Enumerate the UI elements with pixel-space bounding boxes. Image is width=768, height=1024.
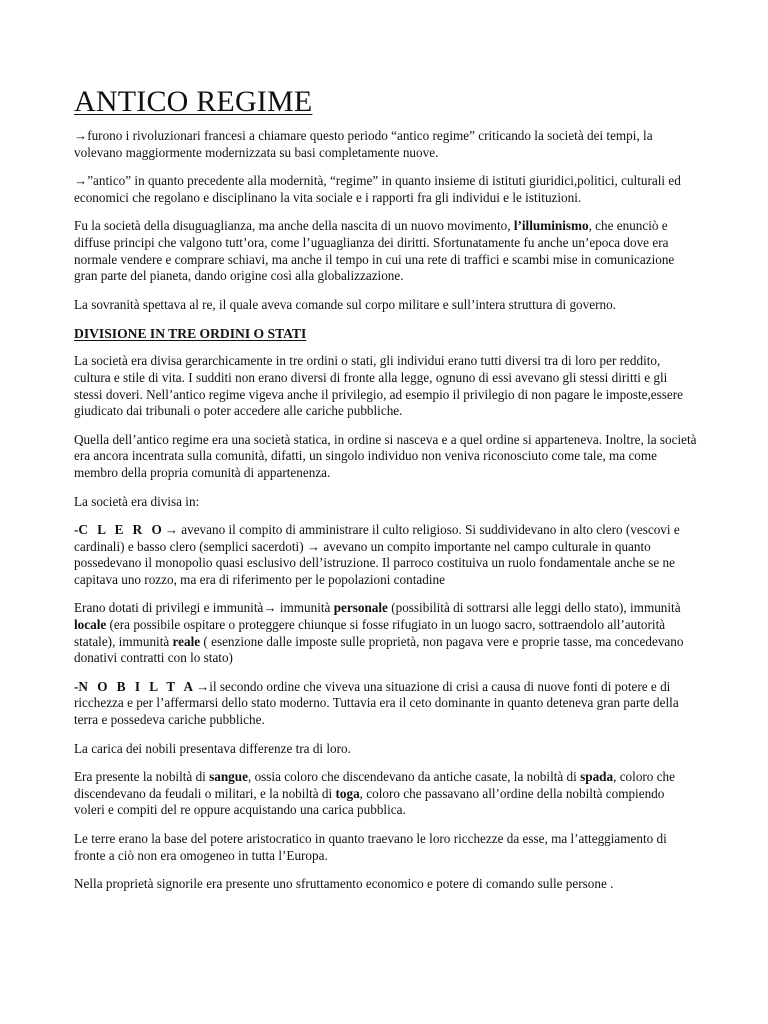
paragraph-carica-nobili: La carica dei nobili presentava differenze tra di loro. bbox=[74, 740, 351, 756]
paragraph-text: ”antico” in quanto precedente alla modernità, “regime” in quanto insieme di istituti giuridici,politici, culturali ed economici che regolano e disciplinano la vita sociale e i rapporti fra gli individui e le istituzioni. bbox=[74, 173, 681, 205]
paragraph-text: Era presente la nobiltà di bbox=[74, 769, 210, 785]
paragraph-text: furono i rivoluzionari francesi a chiamare questo periodo “antico regime” criticando la società dei tempi, la volevano maggiormente modernizzata su basi completamente nuove. bbox=[74, 128, 653, 160]
paragraph-proprieta-signorile: Nella proprietà signorile era presente uno sfruttamento economico e potere di comando sulle persone . bbox=[74, 876, 614, 892]
bold-term-reale: reale bbox=[172, 633, 201, 649]
paragraph-text: , coloro che passavano all’ordine della nobiltà compiendo voleri e compiti del re oppure acquistando una carica pubblica. bbox=[74, 785, 665, 818]
paragraph-illuminismo bbox=[74, 218, 698, 284]
paragraph-nobilta bbox=[74, 679, 698, 729]
bold-term-illuminismo: l’illuminismo bbox=[513, 218, 589, 234]
paragraph-text: avevano il compito di amministrare il culto religioso. Si suddividevano in alto clero (vescovi e cardinali) e basso clero (semplici sacerdoti) bbox=[74, 522, 680, 554]
paragraph-intro-2 bbox=[74, 173, 698, 206]
paragraph-text: (era possibile ospitare o proteggere chiunque si fosse rifugiato in un luogo sacro, sottraendolo all’autorità statale), immunità bbox=[74, 617, 666, 649]
bold-term-personale: personale bbox=[333, 600, 388, 616]
paragraph-text: immunità bbox=[276, 600, 334, 616]
bold-term-toga: toga bbox=[335, 785, 360, 801]
paragraph-intro-1 bbox=[74, 128, 698, 161]
paragraph-immunita bbox=[74, 600, 698, 666]
arrow-icon: → bbox=[263, 600, 277, 616]
paragraph-text: ( esenzione dalle imposte sulle proprietà, non pagava vere e proprie tasse, ma concedevano donativi contratti con lo stato) bbox=[74, 633, 684, 666]
paragraph-text: Erano dotati di privilegi e immunità bbox=[74, 600, 264, 616]
bold-term-nobilta: N O B I L T A bbox=[78, 678, 197, 694]
paragraph-clero bbox=[74, 522, 698, 588]
document-page bbox=[74, 84, 698, 905]
paragraph-tipi-nobilta bbox=[74, 769, 698, 819]
bold-dash: - bbox=[74, 678, 79, 694]
paragraph-text: , coloro che discendevano da feudali o militari, e la nobiltà di bbox=[74, 769, 675, 801]
paragraph-divisa-in: La società era divisa in: bbox=[74, 493, 200, 509]
paragraph-text: , che enunciò e diffuse principi che valgono tutt’ora, come l’uguaglianza dei diritti. Sfortunatamente fu anche un’epoca dove era normale vendere e comprare schiavi, ma anche il tempo in cui una rete di traffici e scambi mise in comunicazione gran parte del pianeta, dando origine così alla globalizzazione. bbox=[74, 218, 675, 284]
document-title: ANTICO REGIME bbox=[74, 85, 313, 118]
bold-term-spada: spada bbox=[580, 769, 614, 785]
bold-term-locale: locale bbox=[74, 617, 107, 633]
arrow-icon: → bbox=[164, 522, 178, 538]
paragraph-terre: Le terre erano la base del potere aristocratico in quanto traevano le loro ricchezze da esse, ma l’atteggiamento di fronte a ciò non era omogeneo in tutta l’Europa. bbox=[74, 831, 667, 863]
arrow-icon: → bbox=[74, 128, 88, 143]
arrow-icon: → bbox=[306, 538, 321, 554]
bold-dash: - bbox=[74, 522, 79, 538]
section-heading: DIVISIONE IN TRE ORDINI O STATI bbox=[74, 326, 307, 342]
arrow-icon: → bbox=[196, 678, 210, 694]
bold-term-clero: C L E R O bbox=[78, 522, 165, 538]
bold-term-sangue: sangue bbox=[209, 769, 248, 785]
paragraph-societa-statica: Quella dell’antico regime era una società statica, in ordine si nasceva e a quel ordine si apparteneva. Inoltre, la società era ancora incentrata sulla comunità, difatti, un singolo individuo non veniva riconosciuto come tale, ma come membro della propria comunità di appartenenza. bbox=[74, 431, 697, 480]
paragraph-text: , ossia coloro che discendevano da antiche casate, la nobiltà di bbox=[247, 769, 581, 785]
paragraph-text: (possibilità di sottrarsi alle leggi dello stato), immunità bbox=[387, 600, 681, 616]
arrow-icon: → bbox=[74, 173, 88, 189]
paragraph-text: Fu la società della disuguaglianza, ma anche della nascita di un nuovo movimento, bbox=[74, 218, 514, 234]
paragraph-divisione: La società era divisa gerarchicamente in tre ordini o stati, gli individui erano tutti diversi tra di loro per reddito, cultura e stile di vita. I sudditi non erano diversi di fronte alla legge, ognuno di essi avevano gli stessi diritti e gli stessi doveri. Nell’antico regime vigeva anche il privilegio, ad esempio il privilegio di non pagare le imposte,essere giudicato dai tribunali o poter accedere alle cariche pubbliche. bbox=[74, 353, 684, 419]
paragraph-text: il secondo ordine che viveva una situazione di crisi a causa di nuove fonti di potere e di ricchezza e per l’affermarsi dello stato moderno. Tuttavia era il ceto dominante in quanto deteneva gran parte della terra e possedeva cariche pubbliche. bbox=[74, 678, 679, 728]
paragraph-sovranita: La sovranità spettava al re, il quale aveva comande sul corpo militare e sull’intera struttura di governo. bbox=[74, 296, 616, 312]
paragraph-text: avevano un compito importante nel campo culturale in quanto possedevano il monopolio quasi esclusivo dell’istruzione. Il parroco costituiva un ruolo fondamentale anche se ne capitava uno rozzo, ma era di riferimento per le popolazioni contadine bbox=[74, 538, 675, 587]
